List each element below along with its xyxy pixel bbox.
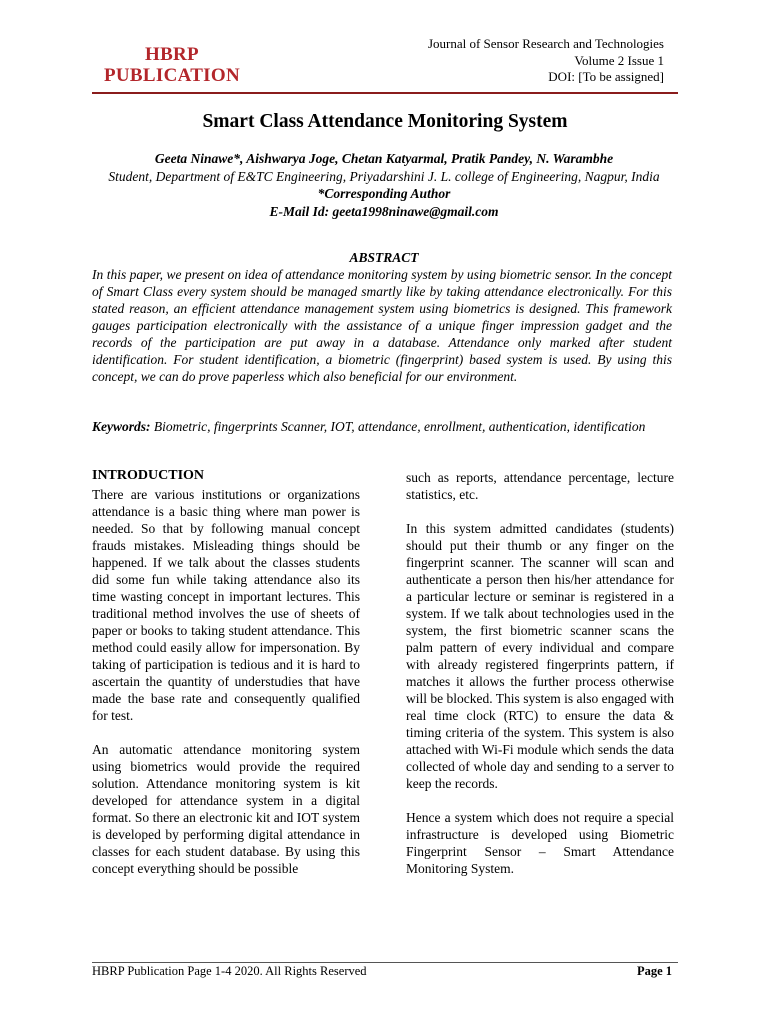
keywords [92, 418, 672, 435]
author-email: E-Mail Id: geeta1998ninawe@gmail.com [269, 203, 499, 219]
author-affiliation: Student, Department of E&TC Engineering, Priyadarshini J. L. college of Engineering, Nagpur, India [108, 168, 660, 184]
left-column [92, 466, 360, 894]
publisher-logo [104, 44, 240, 86]
keywords-text: Biometric, fingerprints Scanner, IOT, attendance, enrollment, authentication, identification [150, 419, 646, 434]
journal-info [428, 36, 664, 86]
paper-title: Smart Class Attendance Monitoring System [202, 111, 568, 132]
intro-paragraph: such as reports, attendance percentage, lecture statistics, etc. [406, 470, 674, 502]
page-number: Page 1 [636, 964, 672, 978]
abstract-text: In this paper, we present on idea of attendance monitoring system by using biometric sensor. In the concept of Smart Class every system should be managed smartly like by taking attendance electronically. For this stated reason, an efficient attendance management system using biometrics is designed. This framework gauges participation electronically with the assistance of a unique finger impression gadget and the records of the participation are put away in a database. Attendance only marked after student identification. For student identification, a biometric (fingerprint) based system is used. By using this concept, we can do prove paperless which also beneficial for our environment. [92, 267, 672, 384]
footer-divider [92, 962, 678, 963]
corresponding-author: *Corresponding Author [317, 186, 451, 201]
right-column [406, 469, 674, 894]
intro-paragraph: An automatic attendance monitoring system using biometrics would provide the required solution. Attendance monitoring system is kit developed for attendance system in a digital format. So there an electronic kit and IOT system is developed by performing digital attendance in classes for each student database. By using this concept everything should be possible [92, 742, 360, 876]
keywords-label: Keywords: [92, 419, 151, 434]
logo-line-2: PUBLICATION [104, 65, 240, 86]
abstract-heading: ABSTRACT [349, 250, 419, 265]
author-names: Geeta Ninawe*, Aishwarya Joge, Chetan Katyarmal, Pratik Pandey, N. Warambhe [154, 151, 614, 166]
journal-name: Journal of Sensor Research and Technologies [427, 36, 664, 51]
intro-paragraph: There are various institutions or organizations attendance is a basic thing where man power is needed. So that by following manual concept frauds mistakes. Misleading things should be happened. If we talk about the classes students did some fun while taking attendance also its time wasting concept in important lectures. This traditional method involves the use of sheets of paper or books to taking student attendance. This method could easily allow for impersonation. By taking of participation is tedious and it is hard to ascertain the quantity of understudies that have made the base rate and consequently qualified for test. [92, 487, 360, 723]
author-block [92, 150, 676, 220]
journal-volume: Volume 2 Issue 1 [574, 52, 664, 68]
journal-doi: DOI: [To be assigned] [548, 69, 664, 84]
header-divider [92, 92, 678, 94]
intro-paragraph: In this system admitted candidates (students) should put their thumb or any finger on the fingerprint scanner. The scanner will scan and authenticate a person then his/her attendance for a particular lecture or seminar is registered in a system. If we talk about technologies used in the system, the first biometric scanner scans the palm pattern of every individual and compare with already registered fingerprints pattern, if matches it allows the further process otherwise will be blocked. This system is also engaged with real time clock (RTC) to ensure the data & timing criteria of the system. This system is also attached with Wi-Fi module which sends the data collected of whole day and sending to a server to keep the records. [406, 521, 674, 791]
intro-paragraph: Hence a system which does not require a special infrastructure is developed using Biometric Fingerprint Sensor – Smart Attendance Monitoring System. [406, 810, 674, 876]
footer-copyright: HBRP Publication Page 1-4 2020. All Rights Reserved [92, 964, 367, 978]
logo-line-1: HBRP [144, 44, 199, 65]
introduction-heading: INTRODUCTION [92, 468, 205, 483]
